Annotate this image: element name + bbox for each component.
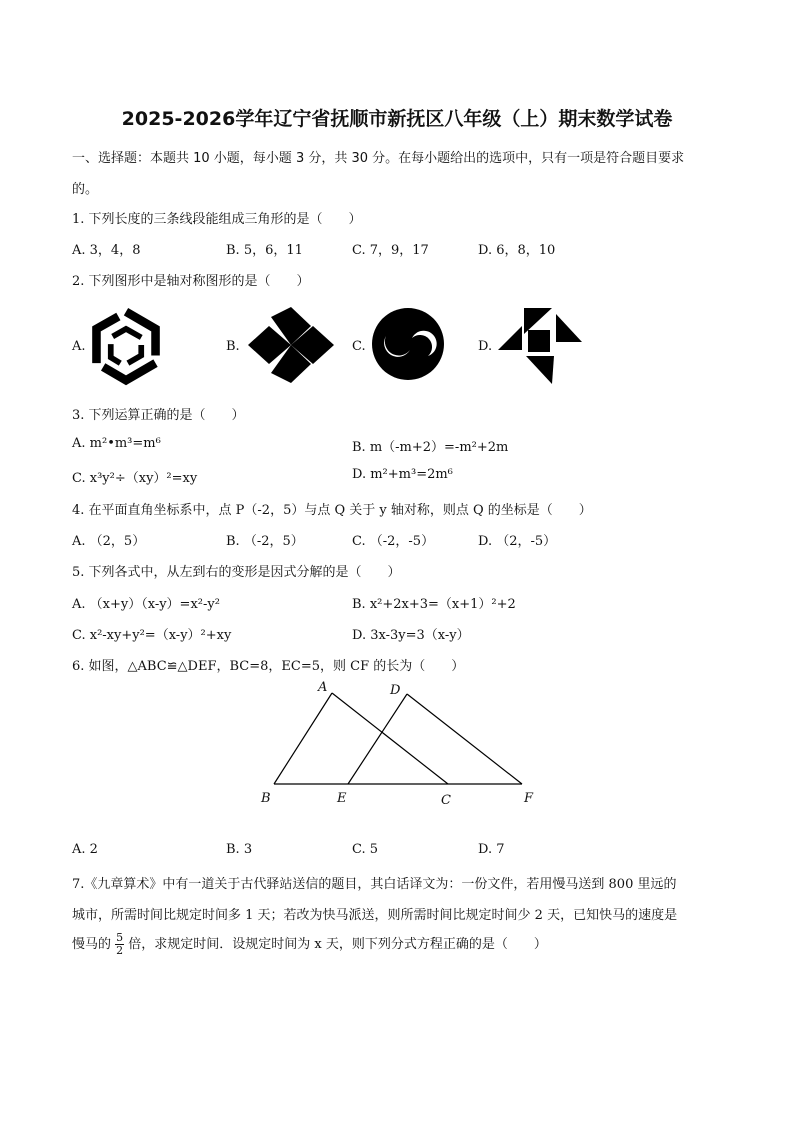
- hexagon-spiral-figure: [86, 304, 166, 388]
- question-7-line2: 城市，所需时间比规定时间多 1 天；若改为快马派送，则所需时间比规定时间少 2 天，已知快马的速度是: [72, 908, 678, 923]
- q1-option-a: A. 3，4，8: [72, 243, 141, 258]
- q3-option-d: D. m²+m³=2m⁶: [352, 467, 453, 482]
- circle-crescent-figure: [370, 306, 446, 382]
- q7-line3-pre: 慢马的: [72, 937, 112, 952]
- q5-option-d: D. 3x-3y=3（x-y）: [352, 628, 470, 643]
- q1-option-d: D. 6，8，10: [478, 243, 556, 258]
- q5-option-a: A. （x+y）（x-y）=x²-y²: [72, 597, 220, 612]
- question-6-stem: 6. 如图，△ABC≌△DEF，BC=8，EC=5，则 CF 的长为（ ）: [72, 659, 465, 674]
- triangle-pinwheel-figure: [494, 304, 586, 388]
- q2-label-d: D.: [478, 339, 493, 354]
- q2-label-c: C.: [352, 339, 366, 354]
- section-heading-cont: 的。: [72, 182, 99, 197]
- q5-option-b: B. x²+2x+3=（x+1）²+2: [352, 597, 516, 612]
- q3-option-a: A. m²•m³=m⁶: [72, 436, 161, 451]
- q6-option-b: B. 3: [226, 842, 253, 857]
- question-7-line3: [72, 932, 547, 957]
- q4-option-a: A. （2，5）: [72, 534, 146, 549]
- diamond-pinwheel-figure: [246, 305, 336, 385]
- q5-option-c: C. x²-xy+y²=（x-y）²+xy: [72, 628, 232, 643]
- fraction: [115, 932, 124, 957]
- point-label-e: E: [337, 791, 347, 806]
- page-title: 2025-2026学年辽宁省抚顺市新抚区八年级（上）期末数学试卷: [121, 108, 673, 130]
- question-4-stem: 4. 在平面直角坐标系中，点 P（-2，5）与点 Q 关于 y 轴对称，则点 Q 的坐标是（ ）: [72, 503, 592, 518]
- q6-option-d: D. 7: [478, 842, 505, 857]
- q6-option-a: A. 2: [72, 842, 98, 857]
- q3-option-b: B. m（-m+2）=-m²+2m: [352, 440, 509, 455]
- q4-option-d: D. （2，-5）: [478, 534, 557, 549]
- q4-option-c: C. （-2，-5）: [352, 534, 435, 549]
- question-1-stem: 1. 下列长度的三条线段能组成三角形的是（ ）: [72, 212, 362, 227]
- q3-option-c: C. x³y²÷（xy）²=xy: [72, 471, 198, 486]
- fraction-denominator: 2: [116, 944, 124, 957]
- point-label-d: D: [390, 683, 401, 698]
- question-2-stem: 2. 下列图形中是轴对称图形的是（ ）: [72, 274, 310, 289]
- q2-label-b: B.: [226, 339, 240, 354]
- triangle-diagram: [250, 676, 550, 812]
- point-label-f: F: [524, 791, 534, 806]
- q7-line3-post: 倍，求规定时间．设规定时间为 x 天，则下列分式方程正确的是（ ）: [128, 937, 547, 952]
- point-label-c: C: [441, 793, 451, 808]
- q1-option-b: B. 5，6，11: [226, 243, 303, 258]
- point-label-b: B: [261, 791, 271, 806]
- question-3-stem: 3. 下列运算正确的是（ ）: [72, 408, 245, 423]
- section-heading: 一、选择题：本题共 10 小题，每小题 3 分，共 30 分。在每小题给出的选项中，只有一项是符合题目要求: [72, 151, 685, 166]
- question-7-line1: 7.《九章算术》中有一道关于古代驿站送信的题目，其白话译文为：一份文件，若用慢马送到 800 里远的: [72, 877, 677, 892]
- q6-option-c: C. 5: [352, 842, 379, 857]
- fraction-numerator: 5: [116, 931, 124, 944]
- q2-label-a: A.: [72, 339, 86, 354]
- question-5-stem: 5. 下列各式中，从左到右的变形是因式分解的是（ ）: [72, 565, 401, 580]
- q4-option-b: B. （-2，5）: [226, 534, 304, 549]
- q1-option-c: C. 7，9，17: [352, 243, 429, 258]
- point-label-a: A: [318, 680, 328, 695]
